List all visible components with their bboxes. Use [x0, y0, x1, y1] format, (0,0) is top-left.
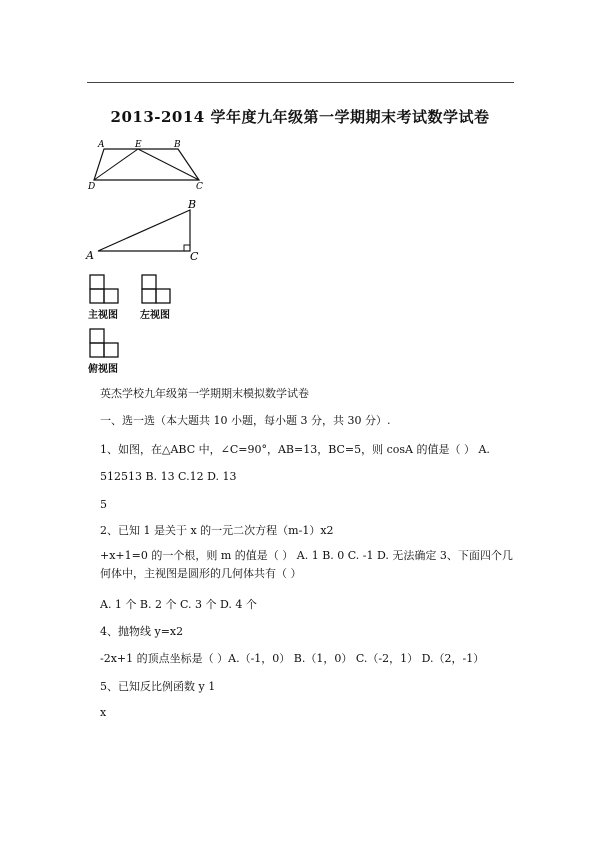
question-1-options: 512513 B. 13 C.12 D. 13: [100, 470, 237, 483]
school-exam-title: 英杰学校九年级第一学期期末模拟数学试卷: [100, 387, 309, 400]
question-2: 2、已知 1 是关于 x 的一元二次方程（m-1）x2: [100, 524, 334, 537]
segment-ED: [94, 149, 138, 180]
front-view-figure: [88, 273, 122, 307]
front-view-caption: 主视图: [88, 310, 118, 321]
question-4-options: -2x+1 的顶点坐标是（ ）A.（-1，0） B.（1，0） C.（-2，1） D.（2，-1）: [100, 652, 485, 665]
label-C: C: [196, 182, 203, 192]
question-5-denominator: x: [100, 706, 107, 719]
label-A: A: [98, 140, 105, 150]
left-view-figure: [140, 273, 174, 307]
question-1: 1、如图，在△ABC 中，∠C=90°，AB=13，BC=5，则 cosA 的值是（ ） A.: [100, 443, 490, 456]
question-1-denominator: 5: [100, 498, 107, 511]
label-A: A: [86, 249, 94, 262]
triangle-outline: [98, 210, 190, 251]
right-triangle-figure: [84, 196, 210, 266]
question-4: 4、抛物线 y=x2: [100, 625, 184, 638]
page-title: 2013-2014 学年度九年级第一学期期末考试数学试卷: [110, 108, 490, 126]
trapezoid-figure: [86, 138, 212, 192]
label-C: C: [190, 250, 199, 263]
label-E: E: [135, 140, 142, 150]
question-5: 5、已知反比例函数 y 1: [100, 680, 216, 693]
label-B: B: [188, 198, 197, 211]
section-heading: 一、选一选（本大题共 10 小题，每小题 3 分，共 30 分）.: [100, 414, 391, 427]
header-rule: [87, 82, 514, 83]
question-3-options: A. 1 个 B. 2 个 C. 3 个 D. 4 个: [100, 598, 257, 611]
label-B: B: [174, 140, 181, 150]
top-view-figure: [88, 327, 122, 361]
segment-EC: [138, 149, 199, 180]
question-2-3-body: +x+1=0 的一个根，则 m 的值是（ ） A. 1 B. 0 C. -1 D. 无法确定 3、下面四个几何体中，主视图是圆形的几何体共有（ ）: [100, 549, 513, 580]
top-view-caption: 俯视图: [88, 364, 118, 375]
left-view-caption: 左视图: [140, 310, 170, 321]
label-D: D: [88, 182, 96, 192]
